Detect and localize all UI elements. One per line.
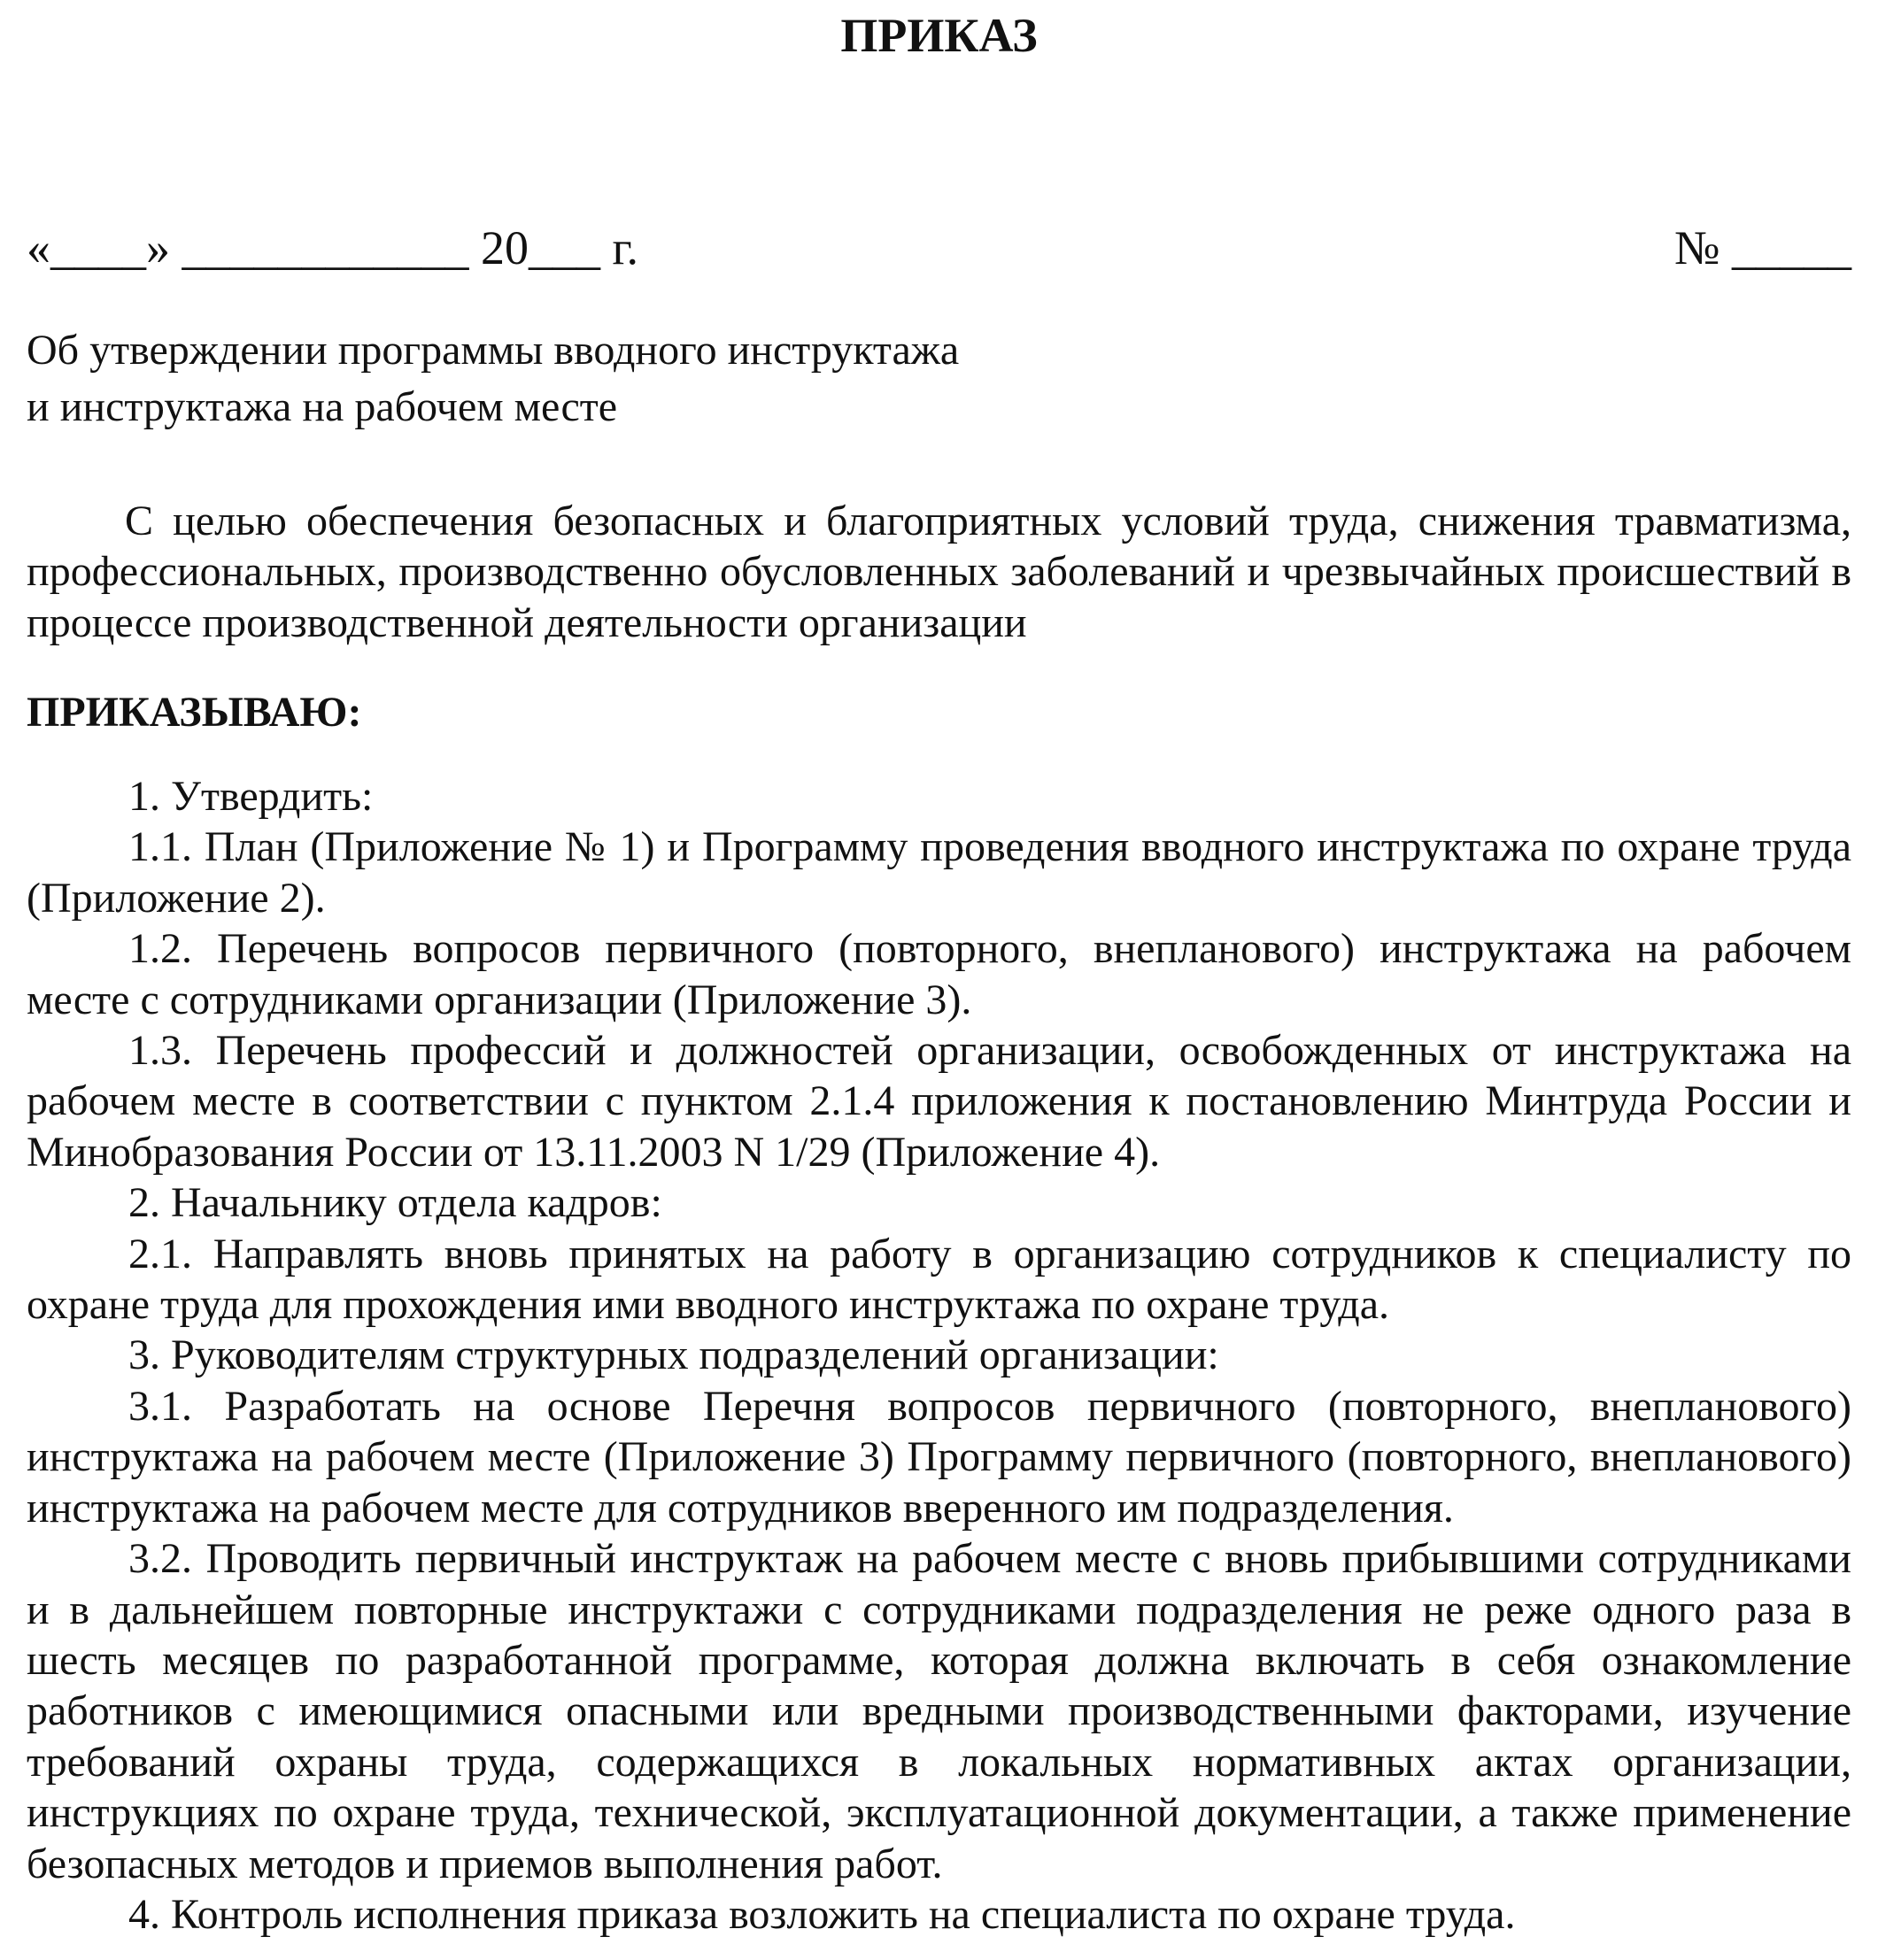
order-item: 3.1. Разработать на основе Перечня вопросов первичного (повторного, внепланового) инструктажа на рабочем месте (Приложение 3) Программу первичного (повторного, внепланового) инструктажа на рабочем месте для сотрудников вверенного им подразделения. — [27, 1382, 1851, 1532]
order-item: 2.1. Направлять вновь принятых на работу в организацию сотрудников к специалисту по охране труда для прохождения ими вводного инструктажа по охране труда. — [27, 1230, 1851, 1329]
order-item: 1. Утвердить: — [128, 773, 374, 820]
document-title: ПРИКАЗ — [840, 9, 1038, 62]
order-heading: ПРИКАЗЫВАЮ: — [27, 689, 362, 736]
order-item: 1.1. План (Приложение № 1) и Программу проведения вводного инструктажа по охране труда (Приложение 2). — [27, 823, 1851, 922]
order-item: 3.2. Проводить первичный инструктаж на рабочем месте с вновь прибывшими сотрудниками и в дальнейшем повторные инструктажи с сотрудниками подразделения не реже одного раза в шесть месяцев по разработанной программе, которая должна включать в себя ознакомление работников с имеющимися опасными или вредными производственными факторами, изучение требований охраны труда, содержащихся в локальных нормативных актах организации, инструкциях по охране труда, технической, эксплуатационной документации, а также применение безопасных методов и приемов выполнения работ. — [27, 1535, 1851, 1887]
intro-paragraph: С целью обеспечения безопасных и благоприятных условий труда, снижения травматизма, профессиональных, производственно обусловленных заболеваний и чрезвычайных происшествий в процессе производственной деятельности организации — [27, 498, 1851, 646]
order-subject — [27, 322, 959, 436]
number-line: № _____ — [1673, 221, 1851, 274]
date-number-row — [27, 220, 1851, 276]
order-item: 2. Начальнику отдела кадров: — [128, 1179, 662, 1227]
order-item: 1.3. Перечень профессий и должностей организации, освобожденных от инструктажа на рабочем месте в соответствии с пунктом 2.1.4 приложения к постановлению Минтруда России и Минобразования России от 13.11.2003 N 1/29 (Приложение 4). — [27, 1027, 1851, 1176]
order-item: 3. Руководителям структурных подразделений организации: — [128, 1331, 1219, 1379]
subject-line: и инструктажа на рабочем месте — [27, 383, 618, 430]
order-item: 4. Контроль исполнения приказа возложить на специалиста по охране труда. — [128, 1890, 1516, 1938]
subject-line: Об утверждении программы вводного инструктажа — [27, 327, 960, 374]
order-items — [27, 771, 1851, 1940]
order-item: 1.2. Перечень вопросов первичного (повторного, внепланового) инструктажа на рабочем месте с сотрудниками организации (Приложение 3). — [27, 925, 1851, 1023]
date-line: «____» ____________ 20___ г. — [27, 221, 639, 274]
